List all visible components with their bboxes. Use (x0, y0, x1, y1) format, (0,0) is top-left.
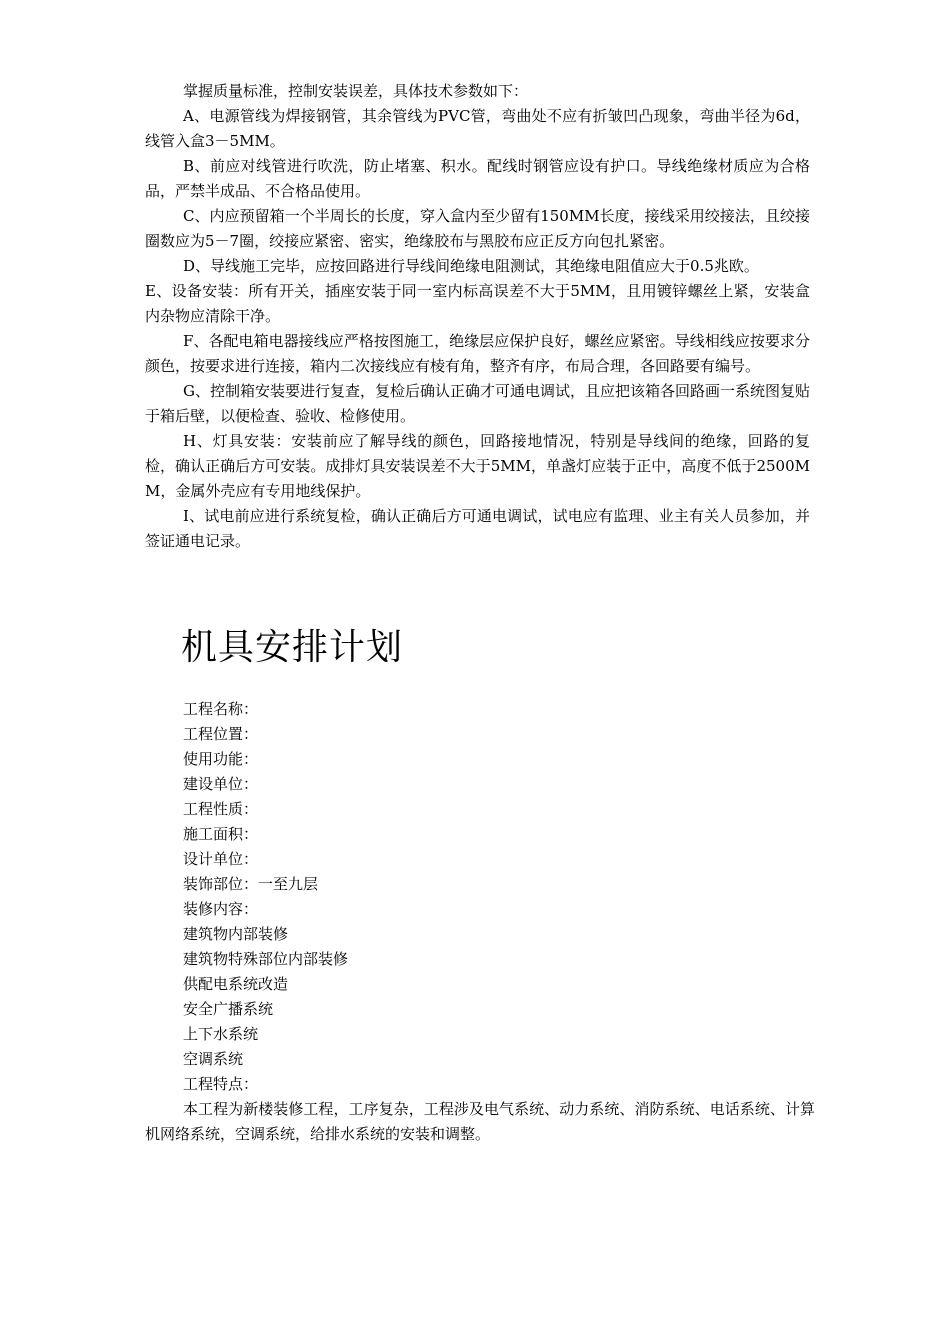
item-e-paragraph: E、设备安装：所有开关，插座安装于同一室内标高误差不大于5MM，且用镀锌螺丝上紧，安装盒内杂物应清除干净。 (145, 282, 810, 325)
item-f-paragraph: F、各配电箱电器接线应严格按图施工，绝缘层应保护良好，螺丝应紧密。导线相线应按要求分颜色，按要求进行连接，箱内二次接线应有棱有角，整齐有序，布局合理，各回路要有编号。 (145, 332, 810, 375)
project-info-section (145, 697, 815, 1147)
builder-line: 建设单位： (183, 775, 259, 793)
content-item-3: 供配电系统改造 (183, 975, 289, 993)
designer-line: 设计单位： (183, 850, 259, 868)
nature-line: 工程性质： (183, 800, 259, 818)
content-item-2: 建筑物特殊部位内部装修 (183, 950, 349, 968)
item-a-paragraph: A、电源管线为焊接钢管，其余管线为PVC管，弯曲处不应有折皱凹凸现象，弯曲半径为6d，线管入盒3－5MM。 (145, 107, 810, 150)
decoration-content-line: 装修内容： (183, 900, 259, 918)
features-label-line: 工程特点： (183, 1075, 259, 1093)
section-heading: 机具安排计划 (181, 627, 404, 668)
intro-paragraph: 掌握质量标准，控制安装误差，具体技术参数如下： (183, 82, 529, 100)
technical-parameters-section (145, 79, 810, 554)
item-g-paragraph: G、控制箱安装要进行复查，复检后确认正确才可通电调试，且应把该箱各回路画一系统图复贴于箱后壁，以便检查、验收、检修使用。 (145, 382, 810, 425)
item-c-paragraph: C、内应预留箱一个半周长的长度，穿入盒内至少留有150MM长度，接线采用绞接法，且绞接圈数应为5－7圈，绞接应紧密、密实，绝缘胶布与黑胶布应正反方向包扎紧密。 (145, 207, 810, 250)
item-i-paragraph: I、试电前应进行系统复检，确认正确后方可通电调试，试电应有监理、业主有关人员参加，并签证通电记录。 (145, 507, 810, 550)
content-item-1: 建筑物内部装修 (183, 925, 289, 943)
content-item-6: 空调系统 (183, 1050, 244, 1068)
item-d-paragraph: D、导线施工完毕，应按回路进行导线间绝缘电阻测试，其绝缘电阻值应大于0.5兆欧。 (183, 257, 759, 275)
content-item-4: 安全广播系统 (183, 1000, 274, 1018)
features-text-paragraph: 本工程为新楼装修工程，工序复杂，工程涉及电气系统、动力系统、消防系统、电话系统、计算机网络系统，空调系统，给排水系统的安装和调整。 (145, 1100, 815, 1143)
item-h-paragraph: H、灯具安装：安装前应了解导线的颜色，回路接地情况，特别是导线间的绝缘，回路的复检，确认正确后方可安装。成排灯具安装误差不大于5MM，单盏灯应装于正中，高度不低于2500MM，金属外壳应有专用地线保护。 (145, 432, 810, 500)
decoration-scope-line: 装饰部位：一至九层 (183, 875, 319, 893)
project-location-line: 工程位置： (183, 725, 259, 743)
usage-line: 使用功能： (183, 750, 259, 768)
content-item-5: 上下水系统 (183, 1025, 259, 1043)
area-line: 施工面积： (183, 825, 259, 843)
item-b-paragraph: B、前应对线管进行吹洗，防止堵塞、积水。配线时钢管应设有护口。导线绝缘材质应为合格品，严禁半成品、不合格品使用。 (145, 157, 810, 200)
project-name-line: 工程名称： (183, 700, 259, 718)
